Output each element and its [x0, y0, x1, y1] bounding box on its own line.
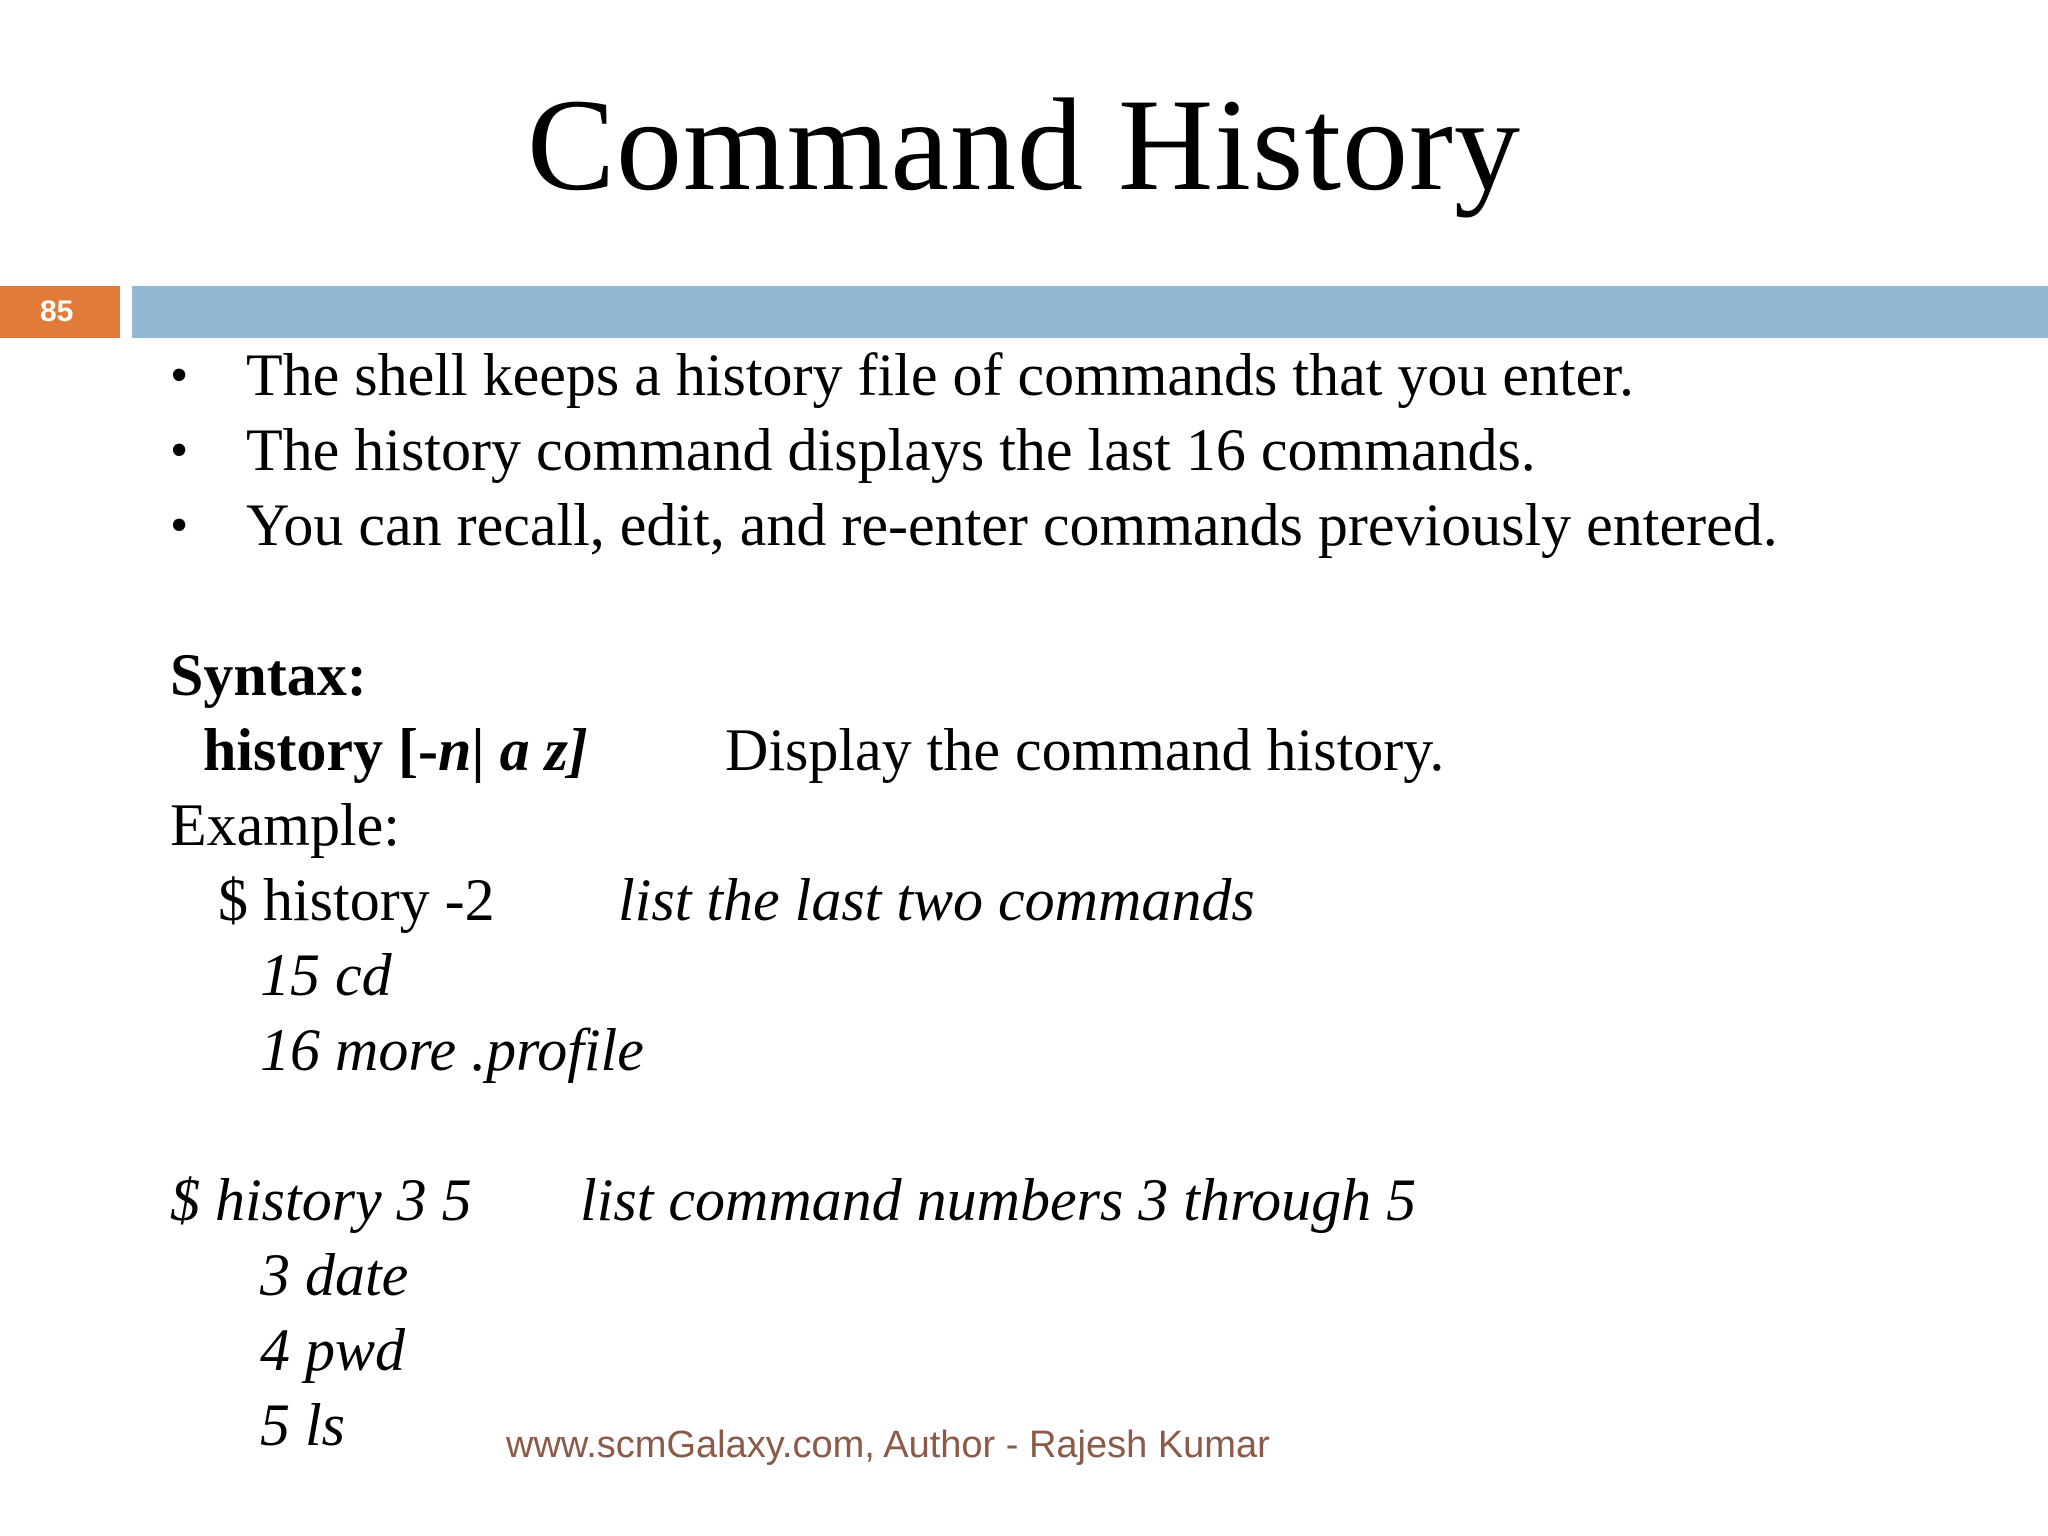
example-output-line: 4 pwd [260, 1317, 406, 1383]
example-comment-1: list the last two commands [618, 867, 1255, 933]
syntax-command [203, 713, 588, 788]
bullet-icon: • [170, 422, 189, 479]
example-output-line: 5 ls [260, 1392, 346, 1458]
example-comment-2: list command numbers 3 through 5 [580, 1167, 1417, 1233]
syntax-command-part: history [- [203, 717, 438, 783]
syntax-description: Display the command history. [725, 717, 1445, 783]
header-bar [132, 286, 2048, 338]
example-heading: Example: [170, 792, 400, 858]
example-output-line: 16 more .profile [260, 1017, 644, 1083]
bullet-list [170, 338, 1778, 563]
bullet-text: You can recall, edit, and re-enter commands previously entered. [246, 492, 1778, 558]
page-number-badge: 85 [0, 286, 120, 338]
bullet-text: The history command displays the last 16 commands. [246, 417, 1536, 483]
footer-text: www.scmGalaxy.com, Author - Rajesh Kumar [506, 1424, 1270, 1466]
syntax-option-n: n [437, 717, 472, 783]
bullet-item [170, 488, 1778, 563]
bullet-icon: • [170, 497, 189, 554]
syntax-pipe: | [471, 717, 500, 783]
example-command-1: $ history -2 [218, 867, 495, 933]
example-output-line: 3 date [260, 1242, 409, 1308]
syntax-option-az: a z] [499, 717, 588, 783]
bullet-text: The shell keeps a history file of commands that you enter. [246, 342, 1634, 408]
bullet-item [170, 413, 1778, 488]
bullet-item [170, 338, 1778, 413]
syntax-heading: Syntax: [170, 642, 367, 708]
example-command-2: $ history 3 5 [170, 1167, 472, 1233]
example-output-line: 15 cd [260, 942, 392, 1008]
bullet-icon: • [170, 347, 189, 404]
slide-title: Command History [527, 71, 1521, 218]
